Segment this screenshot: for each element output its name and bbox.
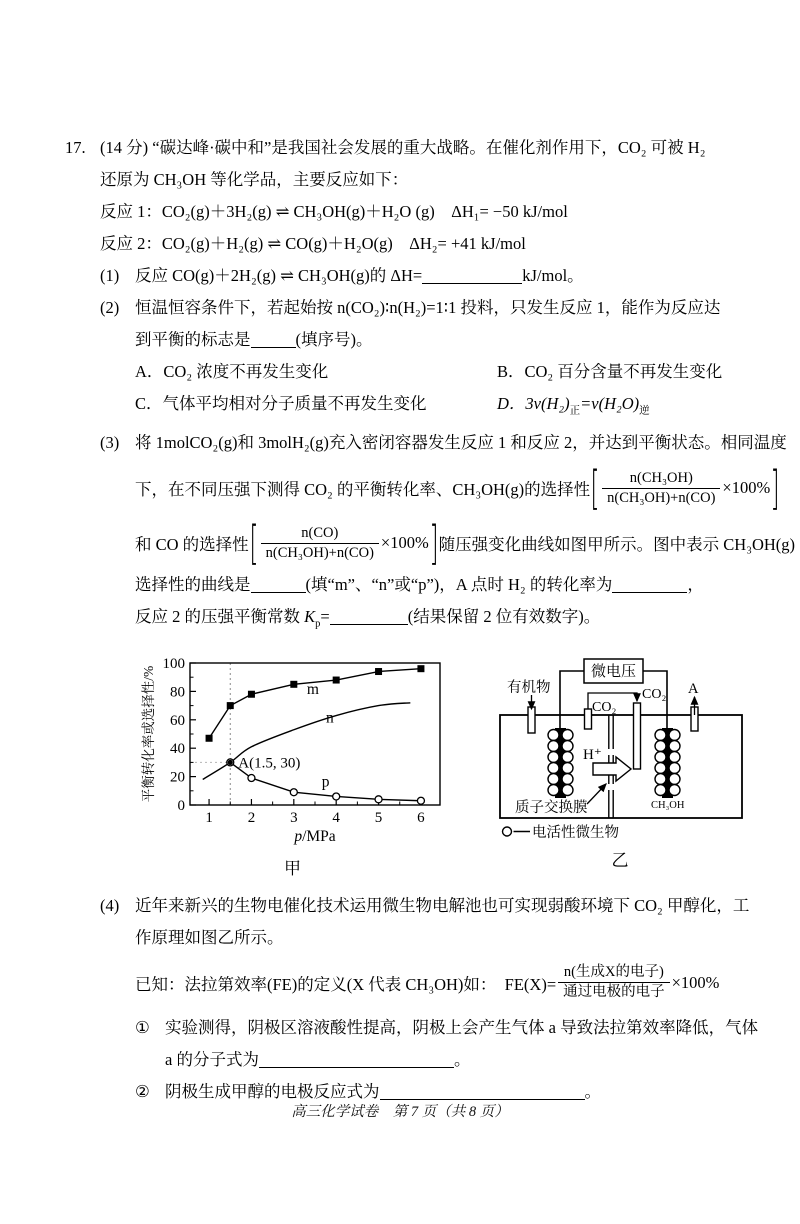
co2-outlet-tube [585, 709, 592, 729]
microbe-circle [655, 751, 666, 762]
microbe-circle [669, 740, 680, 751]
question-17 [65, 0, 796, 1108]
option-d[interactable] [497, 388, 650, 427]
part-3-line4-mid: (填“m”、“n”或“p”)，A 点时 H₂ 的转化率为 [305, 575, 613, 595]
microbe-circle [548, 773, 559, 784]
series-line-m [209, 668, 421, 738]
part-2-line2 [135, 324, 780, 356]
sub2-post: 。 [584, 1081, 601, 1101]
part-3-line4-post: ， [687, 575, 704, 595]
kp-equals: = [320, 607, 330, 627]
microbe-circle [655, 729, 666, 740]
microbe-circle [655, 773, 666, 784]
series-label-n: n [325, 709, 334, 727]
part-4-label: (4) [100, 895, 120, 915]
microbe-circle [548, 762, 559, 773]
microbe-circle [562, 729, 573, 740]
part-1-pre: 反应 CO(g)＋2H₂(g) ⇌ CH₃OH(g)的 ΔH= [135, 266, 423, 285]
microbe-circle [548, 784, 559, 795]
legend-microbe-icon [503, 827, 512, 836]
membrane-pointer-arrow [587, 784, 606, 804]
membrane-gap-bottom [606, 784, 616, 790]
option-d-pre: D．3v(H₂) [497, 394, 570, 413]
q17-reaction-2: 反应 2：CO₂(g)＋H₂(g) ⇌ CO(g)＋H₂O(g) ΔH₂= +41 kJ/mol [100, 234, 526, 253]
y-tick-label: 0 [177, 797, 185, 814]
microbe-circle [669, 729, 680, 740]
fraction-denominator: n(CH₃OH)+n(CO) [607, 489, 716, 506]
methanol-label: CH₃OH [651, 799, 685, 811]
part-4-known-line [135, 954, 780, 1012]
gas-a-label: A [688, 680, 699, 697]
microbe-circle [655, 762, 666, 773]
microbe-circle [562, 762, 573, 773]
fe-suffix: ×100% [671, 972, 720, 992]
part-4-line1: 近年来新兴的生物电催化技术运用微生物电解池也可实现弱酸环境下 CO₂ 甲醇化，工 [135, 895, 750, 915]
x-tick-label: 5 [374, 809, 383, 826]
part-3-line2-pre: 下，在不同压强下测得 CO₂ 的平衡转化率、CH₃OH(g)的选择性 [135, 480, 591, 500]
microbe-circle [669, 762, 680, 773]
marker-square-m [333, 676, 340, 683]
blank-delta-h[interactable] [422, 267, 522, 285]
part-1-label: (1) [100, 266, 120, 285]
fraction-co-selectivity [261, 524, 379, 563]
q17-line-intro2: 还原为 CH₃OH 等化学品，主要反应如下： [100, 170, 409, 189]
co2-label-b: CO₂ [642, 686, 667, 702]
option-d-sub2: 逆 [639, 405, 650, 417]
microbe-circle [562, 784, 573, 795]
fe-denominator: 通过电极的电子 [563, 984, 665, 1001]
microbe-circle [548, 729, 559, 740]
blank-kp-value[interactable] [330, 608, 408, 626]
fe-numerator: n(生成X的电子) [558, 963, 670, 983]
figure-jia-caption: 甲 [284, 858, 301, 878]
part-3-line4 [135, 569, 780, 601]
y-tick-label: 80 [170, 683, 185, 700]
sub2-pre: 阴极生成甲醇的电极反应式为 [165, 1081, 380, 1101]
sub1-line1: 实验测得，阴极区溶液酸性提高，阴极上会产生气体 a 导致法拉第效率降低，气体 [165, 1017, 759, 1037]
part-4 [65, 890, 780, 1108]
options-row-2 [135, 388, 780, 427]
x-tick-label: 1 [205, 809, 213, 826]
fraction-suffix: ×100% [722, 478, 771, 498]
part-1-text [135, 260, 780, 292]
fraction-suffix: ×100% [380, 533, 429, 553]
part-3-label: (3) [100, 433, 120, 453]
marker-circle-p [290, 788, 297, 795]
fraction-numerator: n(CO) [261, 524, 379, 544]
membrane-label: 质子交换膜 [515, 799, 588, 816]
x-axis-title: p/MPa [294, 827, 336, 845]
figure-yi [485, 651, 755, 874]
sub1-line2-post: 。 [453, 1049, 471, 1069]
part-1-post: kJ/mol。 [522, 266, 584, 285]
y-tick-label: 40 [170, 740, 185, 757]
microbe-circle [669, 751, 680, 762]
fraction-numerator: n(CH₃OH) [602, 469, 720, 489]
fraction-denominator: n(CH₃OH)+n(CO) [265, 544, 374, 561]
question-number: 17. [65, 138, 86, 157]
part-4-line2: 作原理如图乙所示。 [135, 927, 284, 947]
marker-square-m [248, 690, 255, 697]
part-3-line5-pre: 反应 2 的压强平衡常数 [135, 607, 305, 627]
y-tick-label: 100 [162, 655, 185, 672]
option-d-sub1: 正 [569, 405, 581, 417]
series-label-m: m [306, 680, 319, 698]
wire-left [560, 671, 584, 729]
right-bracket: ] [770, 461, 780, 516]
microbe-circle [562, 773, 573, 784]
fraction-ch3oh-selectivity [602, 469, 720, 508]
part-3-line3 [135, 516, 796, 571]
microbe-circle [562, 740, 573, 751]
chart-jia-svg [140, 651, 445, 851]
marker-circle-p [375, 795, 382, 802]
part-2-label: (2) [100, 298, 120, 317]
marker-square-m [375, 668, 382, 675]
blank-equilibrium-sign[interactable] [251, 331, 296, 349]
point-a [228, 759, 233, 764]
marker-square-m [290, 680, 297, 687]
blank-gas-a-formula[interactable] [259, 1050, 454, 1068]
q17-reaction-1: 反应 1：CO₂(g)＋3H₂(g) ⇌ CH₃OH(g)＋H₂O (g) ΔH₁= −50 kJ/mol [100, 202, 568, 221]
marker-circle-p [333, 793, 340, 800]
kp-subscript: p [315, 618, 321, 630]
part-2-line2-post: (填序号)。 [295, 330, 373, 349]
option-a[interactable]: A．CO₂ 浓度不再发生变化 [135, 362, 329, 381]
sub1-label: ① [135, 1017, 150, 1037]
right-bracket: ] [429, 516, 439, 571]
x-tick-label: 4 [332, 809, 340, 826]
q17-line-intro1 [65, 132, 780, 164]
x-tick-label: 6 [417, 809, 425, 826]
part-4-sub1 [135, 1012, 780, 1044]
diagram-yi-svg [485, 651, 755, 843]
membrane-gap-top [606, 749, 616, 755]
microbe-circle [655, 784, 666, 795]
figure-yi-caption: 乙 [611, 850, 629, 870]
series-label-p: p [321, 773, 330, 791]
y-tick-label: 20 [170, 769, 185, 786]
part-2-line1: 恒温恒容条件下，若起始按 n(CO₂)∶n(H₂)=1∶1 投料，只发生反应 1，能作为反应达 [135, 298, 721, 317]
q17-intro1-text: (14 分) “碳达峰·碳中和”是我国社会发展的重大战略。在催化剂作用下，CO₂ 可被 H₂ [100, 138, 706, 157]
marker-square-m [227, 702, 234, 709]
marker-square-m [417, 665, 424, 672]
microbe-circle [655, 740, 666, 751]
co2-inlet-tube [634, 703, 641, 769]
microbe-circle [669, 784, 680, 795]
figures-row [140, 651, 780, 882]
point-a-label: A(1.5, 30) [238, 754, 301, 771]
marker-circle-p [417, 797, 424, 804]
blank-curve-choice[interactable] [251, 576, 306, 594]
part-3-line4-pre: 选择性的曲线是 [135, 575, 251, 595]
part-2 [100, 292, 780, 324]
part-3-line3-post: 随压强变化曲线如图甲所示。图中表示 CH₃OH(g) [438, 535, 796, 555]
y-axis-title: 平衡转化率或选择性/% [141, 665, 156, 802]
organics-label: 有机物 [507, 679, 551, 696]
h-plus-label: H⁺ [583, 746, 602, 763]
fe-fraction [558, 963, 670, 1002]
part-3-line3-pre: 和 CO 的选择性 [135, 535, 249, 555]
micro-voltage-label: 微电压 [590, 663, 637, 680]
left-bracket: [ [590, 461, 600, 516]
legend-label: 电活性微生物 [532, 824, 619, 841]
sub2-label: ② [135, 1081, 150, 1101]
series-line-n [203, 702, 411, 779]
left-bracket: [ [249, 516, 259, 571]
part-3-line1: 将 1molCO₂(g)和 3molH₂(g)充入密闭容器发生反应 1 和反应 2，并达到平衡状态。相同温度 [135, 433, 787, 453]
microbe-circle [548, 751, 559, 762]
blank-h2-conversion[interactable] [612, 576, 687, 594]
x-tick-label: 2 [247, 809, 256, 826]
y-tick-label: 60 [170, 712, 185, 729]
blank-cathode-equation[interactable] [380, 1082, 585, 1100]
figure-jia [140, 651, 445, 882]
page-footer: 高三化学试卷 第 7 页（共 8 页） [291, 1104, 509, 1120]
part-3-line5-post: (结果保留 2 位有效数字)。 [407, 607, 601, 627]
part-2-line2-pre: 到平衡的标志是 [135, 330, 251, 349]
microbe-circle [548, 740, 559, 751]
part-4-sub1-line2 [165, 1044, 780, 1076]
option-d-mid: =v(H₂O) [580, 394, 640, 413]
microbe-circle [669, 773, 680, 784]
microbe-circle [562, 751, 573, 762]
kp-symbol: K [304, 607, 316, 627]
option-b[interactable]: B．CO₂ 百分含量不再发生变化 [497, 362, 723, 381]
organics-inlet-tube [528, 707, 535, 733]
co2-label-a: CO₂ [592, 699, 617, 715]
sub1-line2-pre: a 的分子式为 [165, 1049, 259, 1069]
marker-circle-p [248, 774, 255, 781]
part-3 [100, 427, 787, 459]
part-1 [100, 260, 780, 292]
part-3-line2 [135, 459, 780, 517]
option-c[interactable]: C．气体平均相对分子质量不再发生变化 [135, 394, 427, 413]
fe-definition-pre: 已知：法拉第效率(FE)的定义(X 代表 CH₃OH)如： FE(X)= [135, 974, 557, 994]
part-4-line1-row [100, 890, 780, 922]
options-row-1 [135, 356, 780, 388]
part-3-line5 [135, 601, 780, 640]
marker-square-m [206, 734, 213, 741]
x-tick-label: 3 [290, 809, 298, 826]
